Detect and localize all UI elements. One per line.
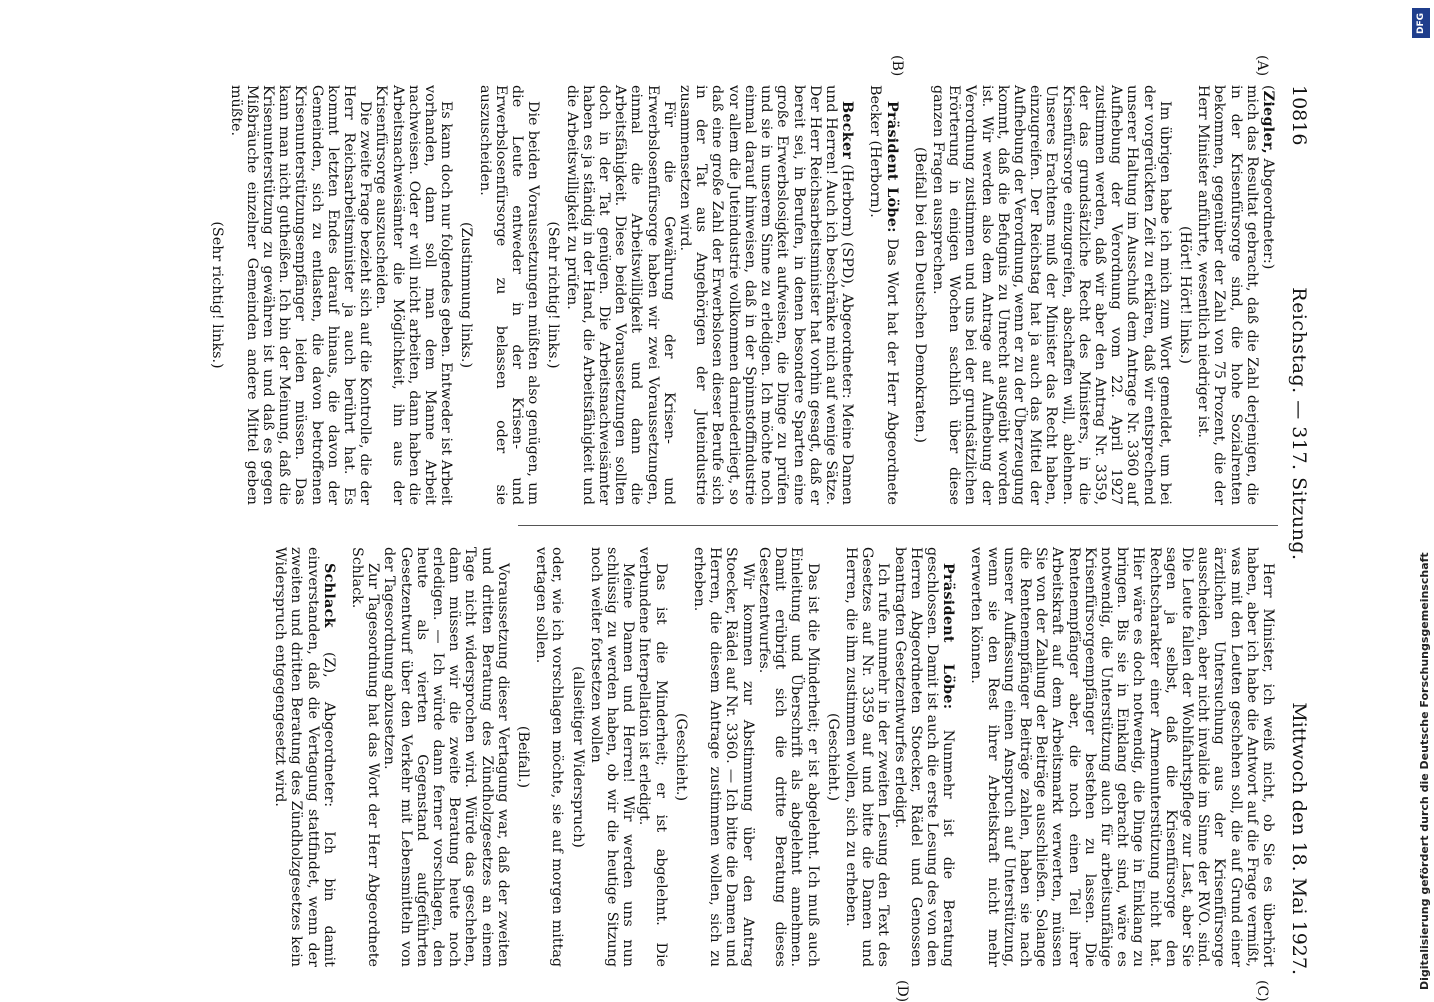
speaker-name: Schlack — [320, 563, 337, 628]
dfg-logo: DFG — [1412, 8, 1430, 38]
paragraph: Voraussetzung dieser Vertagung war, daß der zweiten und dritten Beratung des Zündholzgesetzes an einem Tage nicht widersprochen wird. Würde das geschehen, dann müssen wir die zweite Beratung heute noch erledigen. — Ich würde dann ferner vorschlagen, den heute als vierten Gegenstand aufgeführten Gesetzentwurf über den Verkehr mit Lebensmitteln von der Tagesordnung abzusetzen. — [381, 547, 511, 967]
speaker-name: Becker — [839, 101, 856, 160]
margin-marker-c: (C) — [1254, 980, 1270, 1002]
left-column — [205, 85, 1276, 505]
paragraph — [867, 85, 899, 505]
interjection: (Hört! Hört! links.) — [1176, 226, 1193, 364]
session-date: Mittwoch den 18. Mai 1927. — [1288, 702, 1310, 975]
paragraph: Wir kommen zur Abstimmung über den Antrag Stoecker, Rädel auf Nr. 3360. — Ich bitte die Damen und Herren, die diesem Antrage zustimmen wollen, sich zu erheben. — [691, 547, 756, 967]
paragraph — [677, 85, 855, 505]
interjection: (allseitiger Widerspruch) — [569, 666, 586, 848]
speech-text: (Z), Abgeordneter: Ich bin damit einverstanden, daß die Vertagung stattfindet, wenn der zweiten und dritten Beratung des Zündholzgesetzes kein Widerspruch entgegengesetzt wird. — [272, 547, 337, 968]
paragraph: Zur Tagesordnung hat das Wort der Herr Abgeordnete Schlack. — [349, 547, 382, 967]
paragraph: Das ist die Minderheit; er ist abgelehnt. Die verbundene Interpellation ist erledigt. — [636, 547, 669, 967]
speaker-role: Abgeordneter: — [1260, 158, 1276, 264]
paragraph: Das ist die Minderheit; er ist abgelehnt. Ich muß auch Einleitung und Überschrift als abgelehnt annehmen. Damit erübrigt sich die dritte Beratung dieses Gesetzentwurfes. — [755, 547, 821, 967]
paragraph: Die beiden Voraussetzungen müßten also genügen, um die Leute entweder in der Krisen- und Erwerbslosenfürsorge zu belassen oder sie auszuscheiden. — [476, 85, 542, 505]
speech-text: Nunmehr ist die Beratung geschlossen. Damit ist auch die erste Lesung des von den Herren Abgeordneten Stoecker, Rädel und Genossen beantragten Gesetzentwurfes erledigt. — [891, 547, 957, 967]
margin-marker-d: (D) — [894, 980, 910, 1002]
paragraph: oder, wie ich vorschlagen möchte, sie auf morgen mittag vertagen sollen. — [533, 547, 566, 967]
paragraph: Es kann doch nur folgendes geben. Entweder ist Arbeit vorhanden, dann soll man dem Manne Arbeit nachweisen. Oder er will nicht arbeiten, dann haben die Arbeitsnachweisämter die Möglichkeit, ihn aus der Krisenfürsorge auszuscheiden. — [373, 85, 455, 505]
paragraph: Ich rufe nunmehr in der zweiten Lesung den Text des Gesetzes auf Nr. 3359 auf und bitte die Damen und Herren, die ihm zustimmen wollen, sich zu erheben. — [842, 547, 892, 967]
page-number: 10816 — [1288, 85, 1310, 146]
interjection: (Geschieht.) — [672, 712, 689, 802]
speech-text: (Herborn) (SPD), Abgeordneter: Meine Damen und Herren! Auch ich beschränke mich auf wenige Sätze. Der Herr Reichsarbeitsminister hat vorhin gesagt, daß er bereit sei, in Berufen, in denen besondere Sparten eine große Erwerbslosigkeit aufweisen, die Dinge zu prüfen und sie in unserem Sinne zu erledigen. Ich möchte noch einmal darauf hinweisen, daß in der Spinnstoffindustrie vor allem die Juteindustrie vollkommen darniederliegt, so daß eine große Zahl der Erwerbslosen dieser Berufe sich in der Tat aus Angehörigen der Juteindustrie zusammensetzen wird. — [677, 85, 856, 505]
paragraph: mich das Resultat gebracht, daß die Zahl derjenigen, die in der Krisenfürsorge sind, die hohe Sozialrenten bekommen, gegenüber der Zahl von 75 Prozent, die der Herr Minister anführte, wesentlich niedriger ist. — [1195, 85, 1260, 505]
paragraph: Herr Minister, ich weiß nicht, ob Sie es überhört haben, aber ich habe die Antwort auf die Frage vermißt, was mit den Leuten geschehen soll, die auf Grund einer ärztlichen Untersuchung aus der Krisenfürsorge ausscheiden, aber nicht invalide im Sinne der RVO. sind. Die Leute fallen der Wohlfahrtspflege zur Last, aber Sie sagen ja selbst, daß die Krisenfürsorge den Rechtscharakter einer Armenunterstützung nicht hat. Hier wäre es doch notwendig, die Dinge in Einklang zu bringen. Bis sie in Einklang gebracht sind, wäre es notwendig, die Unterstützung auch für arbeitsunfähige Krisenfürsorgeempfänger bestehen zu lassen. Die Rentenempfänger aber, die noch einen Teil ihrer Arbeitskraft auf dem Arbeitsmarkt verwerten, müssen Sie von der Zahlung der Beiträge ausschließen. Solange die Rentenempfänger Beiträge zahlen, haben sie nach unserer Auffassung einen Anspruch auf Unterstützung, wenn sie den Rest ihrer Arbeitskraft nicht mehr verwerten können. — [968, 547, 1276, 967]
paragraph — [272, 547, 337, 967]
interjection: (Beifall.) — [515, 725, 532, 789]
interjection: (Beifall bei den Deutschen Demokraten.) — [911, 146, 928, 443]
margin-marker-b: (B) — [889, 55, 905, 77]
interjection: (Geschieht.) — [824, 712, 841, 802]
speaker-name: Ziegler, — [1260, 90, 1276, 154]
margin-marker-a: (A) — [1254, 55, 1270, 77]
interjection: (Zustimmung links.) — [458, 221, 475, 369]
paragraph: (Ziegler, Abgeordneter:) — [1260, 85, 1276, 270]
page-header — [1282, 85, 1310, 975]
document-page — [95, 55, 1310, 1002]
speaker-name: Präsident Löbe: — [940, 563, 957, 710]
speaker-name: Präsident Löbe: — [883, 101, 900, 233]
paragraph: Für die Gewährung der Krisen- und Erwerbslosenfürsorge haben wir zwei Voraussetzungen, einmal die Arbeitswilligkeit und dann die Arbeitsfähigkeit. Diese beiden Voraussetzungen sollten doch in der Tat genügen. Die Arbeitsnachweisämter haben es ja ständig in der Hand, die Arbeitsfähigkeit und die Arbeitswilligkeit zu prüfen. — [563, 85, 677, 505]
interjection: (Sehr richtig! links.) — [209, 221, 226, 369]
paragraph: Die zweite Frage bezieht sich auf die Kontrolle, die der Herr Reichsarbeitsminister ja auch berührt hat. Es kommt letzten Endes darauf hinaus, die davon der Gemeinden, sich zu entlasten, die davon betroffenen Krisenunterstützungsempfänger leiden müssen. Das kann man nicht gutheißen. Ich bin der Meinung, daß die Krisenunterstützung zu gewähren ist und daß es gegen Mißbräuche einzelner Gemeinden andere Mittel geben müßte. — [227, 85, 374, 505]
interjection: (Sehr richtig! links.) — [545, 221, 562, 369]
paragraph: Meine Damen und Herren! Wir werden uns nun schlüssig zu werden haben, ob wir die heutige Sitzung noch weiter fortsetzen wollen — [587, 547, 637, 967]
paragraph: Im übrigen habe ich mich zum Wort gemeldet, um bei der vorgerückten Zeit zu erklären, daß wir entsprechend unserer Haltung im Ausschuß dem Antrage Nr. 3360 auf Aufhebung der Verordnung vom 22. April 1927 zustimmen werden, daß wir aber den Antrag Nr. 3359, der das grundsätzliche Recht des Ministers, in die Krisenfürsorge einzugreifen, abschaffen will, ablehnen. Unseres Erachtens muß der Minister das Recht haben, einzugreifen. Der Reichstag hat ja auch das Mittel der Aufhebung der Verordnung, wenn er zu der Überzeugung kommt, daß die Befugnis zu Unrecht ausgeübt worden ist. Wir werden also dem Antrage auf Aufhebung der Verordnung zustimmen und uns bei der grundsätzlichen Erörterung in einigen Wochen sachlich über diese ganzen Fragen aussprechen. — [929, 85, 1173, 505]
running-title: Reichstag. — 317. Sitzung. — [1288, 287, 1310, 561]
paragraph — [891, 547, 956, 967]
column-divider — [518, 525, 1278, 526]
right-column — [272, 547, 1276, 967]
speech-text: Das Wort hat der Herr Abgeordnete Becker (Herborn). — [867, 85, 900, 505]
digitization-credit: Digitalisierung gefördert durch die Deutsche Forschungsgemeinschaft — [1418, 552, 1431, 990]
